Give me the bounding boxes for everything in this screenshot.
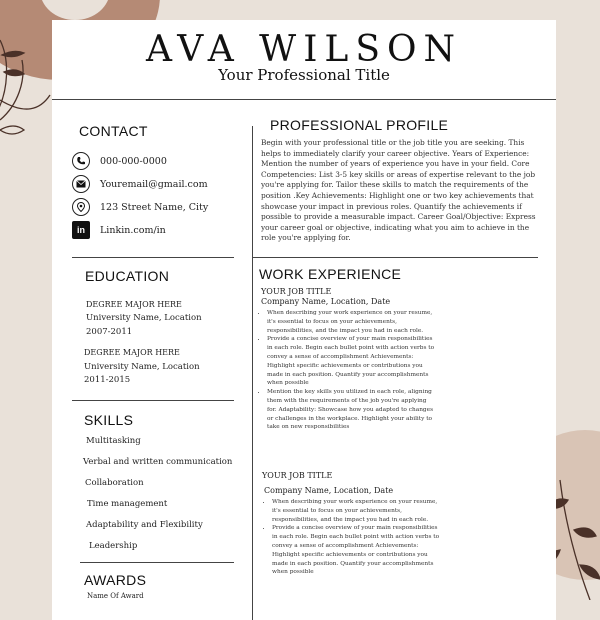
section-divider [72,400,234,401]
list-item: • When describing your work experience on your resume, it's essential to focus on your achievements, responsibilities, and the impact you had in each role. [272,498,442,524]
skill-item: Time management [87,499,168,509]
skill-item: Multitasking [86,436,141,446]
skill-item: Adaptability and Flexibility [86,520,203,530]
university-location: University Name, Location [86,313,202,323]
section-divider [80,562,234,563]
university-location: University Name, Location [84,362,200,372]
list-item: • Mention the key skills you utilized in each role, aligning them with the requirements of the job you're applying for. Adaptability: Showcase how you adapted to changes or challenges in the workplace. Highlight your ability to take on new responsibilities [267,388,437,432]
resume-page [52,20,556,620]
education-heading: EDUCATION [85,268,170,284]
list-item: • Provide a concise overview of your main responsibilities in each role. Begin each bullet point with action verbs to convey a sense of accomplishment Achievements: Highlight specific achievements or contributions you made in each position. Quantify your accomplishments when possible [267,335,437,388]
profile-heading: PROFESSIONAL PROFILE [270,117,449,133]
location-pin-icon [72,198,90,216]
resume-name: AVA WILSON [145,29,462,70]
contact-heading: CONTACT [79,123,148,139]
job-bullets [257,309,437,432]
header-divider [52,99,556,100]
column-divider [252,126,253,620]
email-icon [72,175,90,193]
degree-title: DEGREE MAJOR HERE [86,300,182,309]
professional-title: Your Professional Title [218,66,390,84]
email-address: Youremail@gmail.com [100,178,208,190]
contact-linkedin [72,221,166,239]
award-name: Name Of Award [87,592,144,600]
skill-item: Leadership [89,541,138,551]
phone-icon [72,152,90,170]
profile-summary: Begin with your professional title or the job title you are seeking. This helps to immediately clarify your career objective. Years of Experience: Mention the number of years of experience you have in your field. Core Competencies: List 3-5 key skills or areas of expertise relevant to the job you're applying for. Tailor these skills to match the requirements of the position .Key Achievements: Highlight one or two key achievements that showcase your impact in previous roles. Quantify the achievements if possible to provide a measurable impact. Career Goal/Objective: Express your career goal or objective, indicating what you aim to achieve in the role you're applying for. [261,138,536,243]
job-company: Company Name, Location, Date [264,486,394,495]
awards-heading: AWARDS [84,572,147,588]
work-experience-heading: WORK EXPERIENCE [259,266,402,282]
contact-email [72,175,208,193]
phone-number: 000-000-0000 [100,155,167,167]
linkedin-url: Linkin.com/in [100,224,166,236]
linkedin-icon: in [72,221,90,239]
section-divider [252,257,538,258]
job-company: Company Name, Location, Date [261,297,391,306]
list-item: • Provide a concise overview of your main responsibilities in each role. Begin each bullet point with action verbs to convey a sense of accomplishment Achievements: Highlight specific achievements or contributions you made in each position. Quantify your accomplishments when possible [272,524,442,577]
section-divider [72,257,234,258]
job-bullets [262,498,442,577]
skills-heading: SKILLS [84,412,134,428]
education-years: 2007-2011 [86,327,133,337]
skill-item: Verbal and written communication [83,457,233,467]
contact-address [72,198,208,216]
contact-phone [72,152,167,170]
job-title: YOUR JOB TITLE [262,471,333,480]
education-years: 2011-2015 [84,375,131,385]
skill-item: Collaboration [85,478,144,488]
list-item: • When describing your work experience on your resume, it's essential to focus on your achievements, responsibilities, and the impact you had in each role. [267,309,437,335]
job-title: YOUR JOB TITLE [261,287,332,296]
degree-title: DEGREE MAJOR HERE [84,348,180,357]
street-address: 123 Street Name, City [100,201,209,213]
